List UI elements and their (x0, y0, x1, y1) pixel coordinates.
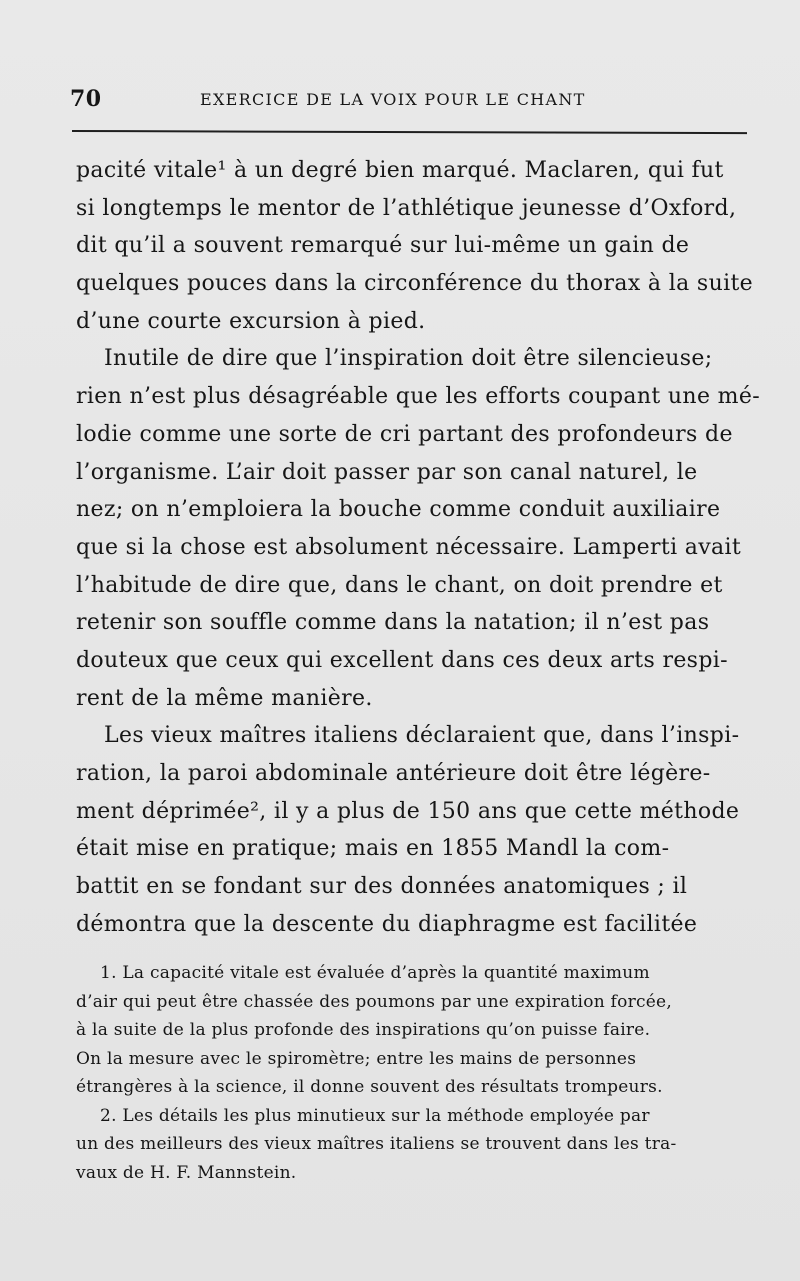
footnote-line: étrangères à la science, il donne souvent des résultats trompeurs. (76, 1077, 663, 1097)
paragraph-start-line: Les vieux maîtres italiens déclaraient que, dans l’inspi- (104, 723, 740, 749)
text-line: douteux que ceux qui excellent dans ces deux arts respi- (76, 647, 728, 673)
header-rule (72, 130, 747, 134)
footnote-line: d’air qui peut être chassée des poumons par une expiration forcée, (76, 991, 673, 1012)
footnote-line: à la suite de la plus profonde des inspirations qu’on puisse faire. (76, 1020, 651, 1040)
footnote-line: un des meilleurs des vieux maîtres italiens se trouvent dans les tra- (76, 1134, 677, 1154)
text-line: battit en se fondant sur des données anatomiques ; il (76, 874, 688, 900)
footnote-line: On la mesure avec le spiromètre; entre les mains de personnes (76, 1048, 637, 1069)
footnote-2-start: 2. Les détails les plus minutieux sur la méthode employée par (100, 1105, 650, 1126)
text-line: ration, la paroi abdominale antérieure doit être légère- (76, 761, 711, 786)
main-text (76, 152, 761, 943)
text-line: dit qu’il a souvent remarqué sur lui-même un gain de (76, 233, 690, 259)
text-line: démontra que la descente du diaphragme est facilitée (76, 911, 698, 937)
text-line: rent de la même manière. (76, 685, 373, 711)
text-line: si longtemps le mentor de l’athlétique jeunesse d’Oxford, (76, 195, 737, 221)
footnote-line: vaux de H. F. Mannstein. (76, 1162, 297, 1183)
text-line: l’habitude de dire que, dans le chant, on doit prendre et (76, 572, 723, 598)
text-line: que si la chose est absolument nécessaire. Lamperti avait (76, 534, 742, 560)
text-line: ment déprimée², il y a plus de 150 ans que cette méthode (76, 798, 740, 824)
text-line: lodie comme une sorte de cri partant des profondeurs de (76, 421, 733, 447)
text-line: quelques pouces dans la circonférence du thorax à la suite (76, 271, 754, 297)
text-line: rien n’est plus désagréable que les efforts coupant une mé- (76, 384, 761, 410)
running-title: EXERCICE DE LA VOIX POUR LE CHANT (200, 90, 586, 109)
page-number: 70 (70, 86, 102, 112)
footnotes (76, 959, 752, 1187)
text-line: l’organisme. L’air doit passer par son canal naturel, le (76, 459, 698, 485)
text-line: d’une courte excursion à pied. (76, 308, 426, 334)
text-line: pacité vitale¹ à un degré bien marqué. Maclaren, qui fut (76, 158, 724, 183)
footnote-1-start: 1. La capacité vitale est évaluée d’après la quantité maximum (100, 963, 650, 983)
text-line: était mise en pratique; mais en 1855 Mandl la com- (76, 836, 670, 862)
text-line: retenir son souffle comme dans la natation; il n’est pas (76, 610, 710, 636)
text-line: nez; on n’emploiera la bouche comme conduit auxiliaire (76, 497, 721, 523)
paragraph-start-line: Inutile de dire que l’inspiration doit être silencieuse; (104, 346, 713, 372)
page-header (70, 86, 750, 114)
